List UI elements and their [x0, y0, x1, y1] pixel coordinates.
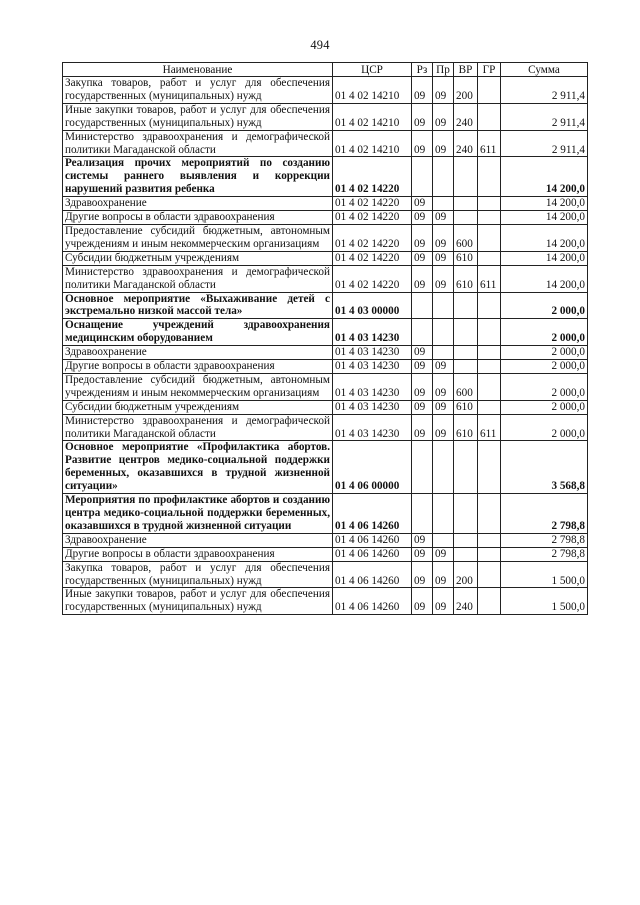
cell-csr: 01 4 02 14220 [333, 224, 412, 251]
cell-rz: 09 [412, 360, 433, 374]
cell-pr: 09 [433, 400, 454, 414]
cell-csr: 01 4 03 14230 [333, 319, 412, 346]
cell-vr [454, 211, 478, 225]
cell-rz: 09 [412, 561, 433, 588]
cell-csr: 01 4 02 14210 [333, 77, 412, 104]
cell-sum: 2 000,0 [501, 292, 588, 319]
cell-vr [454, 441, 478, 494]
cell-vr [454, 292, 478, 319]
cell-rz: 09 [412, 588, 433, 615]
cell-name: Здравоохранение [63, 197, 333, 211]
table-row [63, 319, 588, 346]
cell-vr: 610 [454, 414, 478, 441]
cell-gr [478, 588, 501, 615]
cell-pr [433, 292, 454, 319]
cell-pr [433, 441, 454, 494]
cell-rz: 09 [412, 265, 433, 292]
cell-pr: 09 [433, 360, 454, 374]
cell-vr: 240 [454, 103, 478, 130]
header-sum: Сумма [501, 63, 588, 77]
header-csr: ЦСР [333, 63, 412, 77]
cell-sum: 2 911,4 [501, 77, 588, 104]
cell-csr: 01 4 03 14230 [333, 373, 412, 400]
cell-rz: 09 [412, 547, 433, 561]
header-rz: Рз [412, 63, 433, 77]
table-body [63, 77, 588, 615]
cell-name: Закупка товаров, работ и услуг для обеспечения государственных (муниципальных) нужд [63, 561, 333, 588]
cell-vr [454, 494, 478, 534]
cell-sum: 2 000,0 [501, 373, 588, 400]
cell-sum: 14 200,0 [501, 265, 588, 292]
cell-pr: 09 [433, 265, 454, 292]
table-row [63, 251, 588, 265]
cell-sum: 2 000,0 [501, 360, 588, 374]
cell-sum: 2 798,8 [501, 547, 588, 561]
cell-name: Основное мероприятие «Выхаживание детей с экстремально низкой массой тела» [63, 292, 333, 319]
cell-gr [478, 494, 501, 534]
cell-sum: 2 000,0 [501, 400, 588, 414]
cell-rz [412, 319, 433, 346]
cell-csr: 01 4 02 14210 [333, 103, 412, 130]
cell-gr [478, 441, 501, 494]
cell-sum: 2 911,4 [501, 130, 588, 157]
cell-gr [478, 400, 501, 414]
cell-sum: 14 200,0 [501, 251, 588, 265]
table-row [63, 561, 588, 588]
cell-sum: 14 200,0 [501, 224, 588, 251]
cell-rz: 09 [412, 211, 433, 225]
cell-vr [454, 197, 478, 211]
cell-vr: 610 [454, 400, 478, 414]
cell-pr: 09 [433, 414, 454, 441]
cell-csr: 01 4 03 14230 [333, 400, 412, 414]
cell-csr: 01 4 02 14220 [333, 265, 412, 292]
cell-csr: 01 4 06 00000 [333, 441, 412, 494]
cell-gr [478, 319, 501, 346]
table-row [63, 77, 588, 104]
cell-sum: 2 798,8 [501, 494, 588, 534]
cell-vr [454, 157, 478, 197]
cell-vr: 600 [454, 224, 478, 251]
cell-rz [412, 441, 433, 494]
cell-name: Другие вопросы в области здравоохранения [63, 360, 333, 374]
cell-csr: 01 4 06 14260 [333, 547, 412, 561]
cell-sum: 3 568,8 [501, 441, 588, 494]
cell-sum: 14 200,0 [501, 211, 588, 225]
budget-table [62, 62, 588, 615]
cell-rz: 09 [412, 373, 433, 400]
cell-csr: 01 4 02 14220 [333, 211, 412, 225]
cell-pr [433, 157, 454, 197]
table-row [63, 360, 588, 374]
cell-csr: 01 4 02 14220 [333, 251, 412, 265]
cell-name: Субсидии бюджетным учреждениям [63, 251, 333, 265]
cell-gr [478, 77, 501, 104]
cell-name: Мероприятия по профилактике абортов и созданию центра медико-социальной поддержки беременных, оказавшихся в трудной жизненной ситуации [63, 494, 333, 534]
table-row [63, 224, 588, 251]
cell-name: Основное мероприятие «Профилактика абортов. Развитие центров медико-социальной поддержки беременных, оказавшихся в трудной жизненной ситуации» [63, 441, 333, 494]
page-number: 494 [310, 38, 330, 52]
cell-pr: 09 [433, 77, 454, 104]
table-row [63, 414, 588, 441]
cell-gr [478, 292, 501, 319]
table-header-row [63, 63, 588, 77]
table-row [63, 494, 588, 534]
cell-vr [454, 346, 478, 360]
table-row [63, 400, 588, 414]
table-row [63, 157, 588, 197]
cell-csr: 01 4 06 14260 [333, 494, 412, 534]
cell-gr: 611 [478, 414, 501, 441]
table-row [63, 197, 588, 211]
cell-name: Предоставление субсидий бюджетным, автономным учреждениям и иным некоммерческим организациям [63, 373, 333, 400]
cell-vr: 240 [454, 588, 478, 615]
cell-name: Субсидии бюджетным учреждениям [63, 400, 333, 414]
cell-csr: 01 4 03 00000 [333, 292, 412, 319]
cell-pr: 09 [433, 224, 454, 251]
cell-gr [478, 533, 501, 547]
cell-rz: 09 [412, 197, 433, 211]
header-vr: ВР [454, 63, 478, 77]
cell-gr [478, 346, 501, 360]
cell-gr [478, 211, 501, 225]
cell-pr [433, 346, 454, 360]
cell-name: Иные закупки товаров, работ и услуг для обеспечения государственных (муниципальных) нужд [63, 103, 333, 130]
cell-vr [454, 319, 478, 346]
cell-rz [412, 292, 433, 319]
cell-pr [433, 197, 454, 211]
table-row [63, 211, 588, 225]
cell-pr: 09 [433, 547, 454, 561]
cell-name: Министерство здравоохранения и демографической политики Магаданской области [63, 130, 333, 157]
cell-pr: 09 [433, 373, 454, 400]
cell-vr: 610 [454, 265, 478, 292]
cell-sum: 14 200,0 [501, 157, 588, 197]
cell-name: Другие вопросы в области здравоохранения [63, 211, 333, 225]
cell-sum: 2 000,0 [501, 319, 588, 346]
cell-csr: 01 4 06 14260 [333, 533, 412, 547]
cell-rz: 09 [412, 130, 433, 157]
table-row [63, 547, 588, 561]
cell-sum: 14 200,0 [501, 197, 588, 211]
table-row [63, 292, 588, 319]
cell-gr: 611 [478, 265, 501, 292]
cell-rz: 09 [412, 251, 433, 265]
cell-csr: 01 4 03 14230 [333, 346, 412, 360]
cell-name: Предоставление субсидий бюджетным, автономным учреждениям и иным некоммерческим организациям [63, 224, 333, 251]
cell-name: Реализация прочих мероприятий по созданию системы раннего выявления и коррекции нарушений развития ребенка [63, 157, 333, 197]
cell-gr [478, 547, 501, 561]
table-row [63, 441, 588, 494]
cell-vr: 600 [454, 373, 478, 400]
cell-rz: 09 [412, 224, 433, 251]
cell-vr: 610 [454, 251, 478, 265]
cell-rz [412, 494, 433, 534]
cell-gr [478, 373, 501, 400]
table-row [63, 103, 588, 130]
cell-name: Другие вопросы в области здравоохранения [63, 547, 333, 561]
header-pr: Пр [433, 63, 454, 77]
cell-gr [478, 197, 501, 211]
cell-sum: 1 500,0 [501, 588, 588, 615]
cell-name: Министерство здравоохранения и демографической политики Магаданской области [63, 414, 333, 441]
cell-pr: 09 [433, 588, 454, 615]
cell-rz: 09 [412, 346, 433, 360]
cell-name: Иные закупки товаров, работ и услуг для обеспечения государственных (муниципальных) нужд [63, 588, 333, 615]
cell-csr: 01 4 06 14260 [333, 588, 412, 615]
cell-name: Министерство здравоохранения и демографической политики Магаданской области [63, 265, 333, 292]
table-row [63, 533, 588, 547]
cell-sum: 1 500,0 [501, 561, 588, 588]
cell-csr: 01 4 02 14210 [333, 130, 412, 157]
cell-gr [478, 251, 501, 265]
cell-name: Здравоохранение [63, 533, 333, 547]
cell-rz: 09 [412, 414, 433, 441]
cell-gr [478, 157, 501, 197]
cell-gr [478, 360, 501, 374]
cell-vr: 200 [454, 77, 478, 104]
table-row [63, 373, 588, 400]
cell-vr: 240 [454, 130, 478, 157]
cell-sum: 2 911,4 [501, 103, 588, 130]
cell-vr [454, 547, 478, 561]
cell-name: Закупка товаров, работ и услуг для обеспечения государственных (муниципальных) нужд [63, 77, 333, 104]
cell-pr: 09 [433, 130, 454, 157]
cell-rz: 09 [412, 533, 433, 547]
cell-sum: 2 798,8 [501, 533, 588, 547]
cell-pr: 09 [433, 103, 454, 130]
header-name: Наименование [63, 63, 333, 77]
cell-vr [454, 360, 478, 374]
cell-gr [478, 561, 501, 588]
cell-rz [412, 157, 433, 197]
cell-gr: 611 [478, 130, 501, 157]
cell-csr: 01 4 02 14220 [333, 197, 412, 211]
cell-vr: 200 [454, 561, 478, 588]
table-row [63, 346, 588, 360]
cell-csr: 01 4 02 14220 [333, 157, 412, 197]
cell-pr [433, 319, 454, 346]
table-row [63, 130, 588, 157]
cell-csr: 01 4 06 14260 [333, 561, 412, 588]
table-row [63, 265, 588, 292]
cell-pr: 09 [433, 211, 454, 225]
table-row [63, 588, 588, 615]
cell-vr [454, 533, 478, 547]
cell-gr [478, 224, 501, 251]
cell-gr [478, 103, 501, 130]
cell-sum: 2 000,0 [501, 346, 588, 360]
cell-pr: 09 [433, 561, 454, 588]
cell-name: Оснащение учреждений здравоохранения медицинским оборудованием [63, 319, 333, 346]
cell-pr [433, 533, 454, 547]
cell-pr [433, 494, 454, 534]
cell-rz: 09 [412, 103, 433, 130]
cell-csr: 01 4 03 14230 [333, 360, 412, 374]
cell-sum: 2 000,0 [501, 414, 588, 441]
header-gr: ГР [478, 63, 501, 77]
cell-rz: 09 [412, 77, 433, 104]
cell-pr: 09 [433, 251, 454, 265]
cell-csr: 01 4 03 14230 [333, 414, 412, 441]
cell-name: Здравоохранение [63, 346, 333, 360]
cell-rz: 09 [412, 400, 433, 414]
